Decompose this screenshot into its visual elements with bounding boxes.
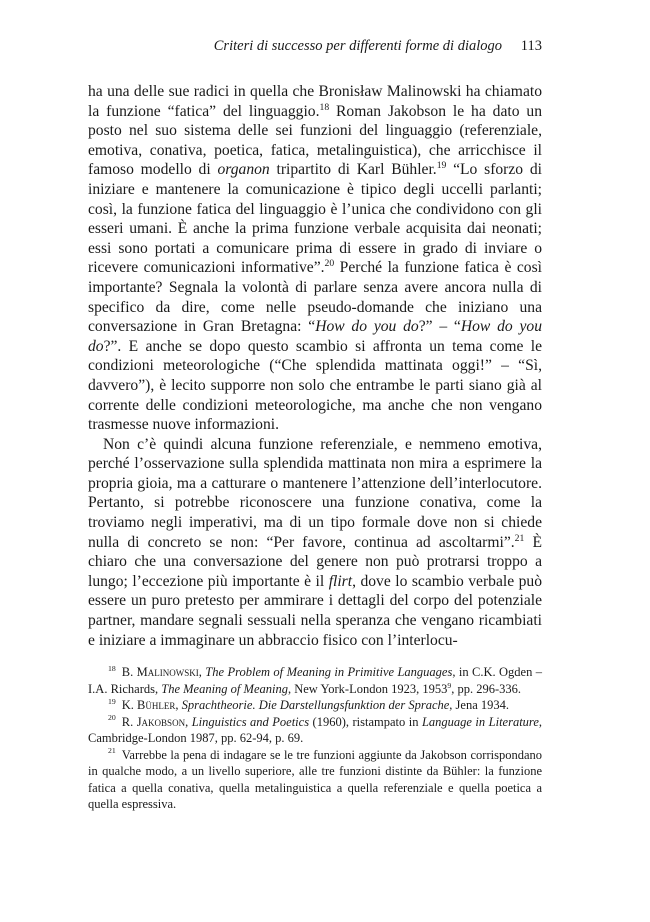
paragraph-2 (88, 435, 542, 651)
footnote-title: Sprachtheorie. Die Darstellungsfunktion der Sprache (181, 698, 450, 712)
text-run: , dove lo scambio verbale può essere un puro pretesto per ammirare i dettagli del corpo del potenziale partner, mandare segnali sessuali nella speranza che vengano ricambiati e iniziare a immaginare un abbraccio fisico con l’interlocu- (88, 572, 542, 649)
footnote-20: $^{20}$ R. Jakobson, Linguistics and Poetics (1960), ristampato in Language in Literature, Cambridge-London 1987, pp. 62-94, p. 69. (88, 713, 542, 745)
footnote-title: Linguistics and Poetics (191, 714, 310, 729)
footnotes (88, 664, 542, 813)
page-number: 113 (520, 38, 542, 54)
text-run: Roman Jakobson le ha dato un posto nel suo sistema delle sei funzioni del linguaggio (referenziale, emotiva, conativa, poetica, fatica, metalinguistica), che arricchisce il famoso modello di (88, 102, 542, 179)
footnote-title: Language in Literature (421, 714, 539, 729)
text-run: , in C.K. Ogden – I.A. Richards, (88, 665, 543, 696)
footnote-author: B. Malinowski (121, 665, 199, 679)
text-run: È chiaro che una conversazione del genere non può protrarsi troppo a lungo; l’eccezione più importante è il (88, 533, 542, 590)
text-run: “Lo sforzo di iniziare e mantenere la comunicazione è tipico degli uccelli parlanti; così, la funzione fatica del linguaggio è l’unica che condividono con gli esseri umani. È anche la prima funzione verbale acquisita dai neonati; essi sono portati a comunicare prima di essere in grado di inviare o ricevere comunicazioni informative”. (88, 161, 542, 277)
footnote-18: $^{18}$ B. Malinowski, The Problem of Meaning in Primitive Languages, in C.K. Ogden – I.A. Richards, The Meaning of Meaning, New York-London 1923, 1953$^9$, pp. 296-336. (88, 663, 543, 696)
italic-term: flirt (328, 572, 353, 590)
text-run: , pp. 296-336. (451, 681, 522, 696)
footnote-author: R. Jakobson (121, 714, 186, 729)
footnote-number: 20 (108, 713, 116, 723)
text-run: , New York-London 1923, 1953 (287, 681, 448, 696)
footnote-text: Varrebbe la pena di indagare se le tre funzioni aggiunte da Jakobson corrispondano in qualche modo, a un livello superiore, alle tre funzioni distinte da Bühler: la funzione fatica a quella conativa, quella metalinguistica a quella referenziale e quella poetica a quella espressiva. (88, 747, 542, 811)
footnote-19: $^{19}$ K. Bühler, Sprachtheorie. Die Darstellungsfunktion der Sprache, Jena 1934. (108, 696, 510, 712)
footnote-ref-20: 20 (324, 258, 335, 270)
footnote-author: K. Bühler (121, 698, 176, 712)
footnote-21 (88, 747, 542, 813)
footnote-ref-21: 21 (514, 532, 525, 544)
italic-phrase: How do you do (315, 318, 419, 336)
text-run: ha una delle sue radici in quella che Bronisław Malinowski ha chiamato la funzione “fatica” del linguaggio. (88, 83, 542, 120)
footnote-ref-18: 18 (319, 101, 330, 113)
italic-phrase: How do you do (88, 318, 543, 355)
text-run: (1960), ristampato in (309, 714, 422, 729)
text-run: tripartito di Karl Bühler. (269, 161, 437, 179)
text-run: Non c’è quindi alcuna funzione referenziale, e nemmeno emotiva, perché l’osservazione sulla splendida mattinata non mira a esprimere la propria gioia, ma a catturare o mantenere l’attenzione dell’interlocutore. Pertanto, si potrebbe riconoscere una funzione conativa, come la troviamo negli imperativi, ma di un tipo formale dove non si chiede nulla di concreto se non: “Per favore, continua ad ascoltarmi”. (88, 435, 542, 551)
paragraph-1 (88, 82, 542, 435)
footnote-number: 21 (108, 746, 116, 756)
edition-number: 9 (447, 680, 452, 690)
footnote-ref-19: 19 (436, 160, 447, 172)
text-run: , Jena 1934. (449, 698, 510, 712)
italic-term: organon (217, 161, 270, 179)
text-run: , Cambridge-London 1987, pp. 62-94, p. 69. (88, 714, 542, 745)
footnote-number: 18 (108, 663, 116, 673)
running-title: Criteri di successo per differenti forme di dialogo (213, 38, 502, 54)
footnote-title: The Meaning of Meaning (161, 681, 288, 696)
footnote-number: 19 (108, 696, 116, 706)
running-header (88, 36, 542, 56)
main-text (88, 82, 542, 650)
text-run: ?”. E anche se dopo questo scambio si affronta un tema come le condizioni meteorologiche (“Che splendida mattinata oggi!” – “Sì, davvero”), è lecito supporre non solo che entrambe le parti siano già al corrente delle condizioni meteorologiche, ma anche che non vengano trasmesse nuove informazioni. (88, 337, 542, 434)
text-run: ?” – “ (418, 318, 461, 336)
footnote-title: The Problem of Meaning in Primitive Languages (205, 665, 453, 679)
text-run: Perché la funzione fatica è così importante? Segnala la volontà di parlare senza avere ancora nulla di specifico da dire, come nelle pseudo-domande che iniziano una conversazione in Gran Bretagna: “ (88, 259, 542, 336)
